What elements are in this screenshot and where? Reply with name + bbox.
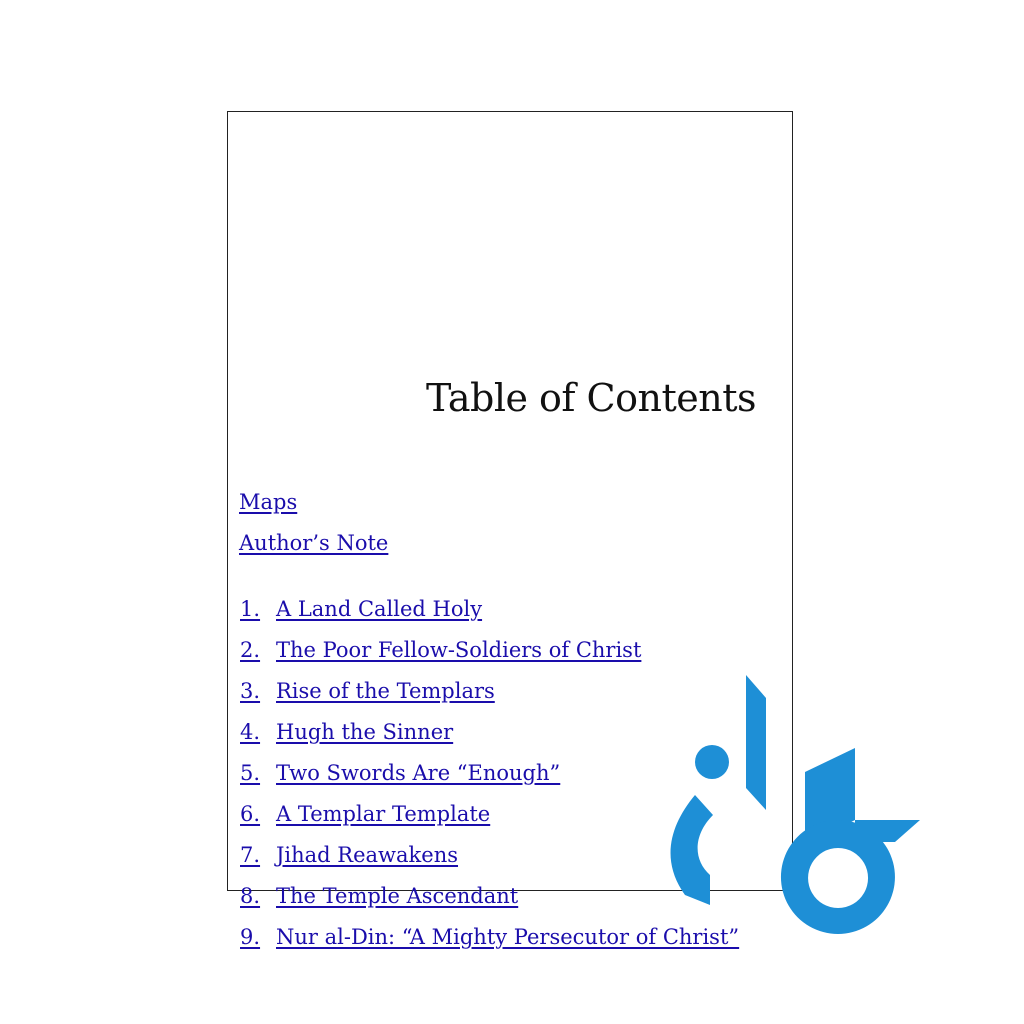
chapter-number: 2. xyxy=(240,638,261,662)
chapter-title: Nur al-Din: “A Mighty Persecutor of Christ” xyxy=(276,925,740,949)
logo-shapes xyxy=(671,675,920,934)
chapter-number: 5. xyxy=(240,761,261,785)
publisher-logo-icon xyxy=(655,670,925,915)
list-item xyxy=(239,490,388,531)
logo-dot xyxy=(695,745,729,779)
chapter-title: The Poor Fellow-Soldiers of Christ xyxy=(276,638,642,662)
chapter-number: 4. xyxy=(240,720,261,744)
toc-link-authors-note[interactable]: Author’s Note xyxy=(239,531,389,555)
toc-link-chapter-7[interactable] xyxy=(240,843,458,867)
toc-link-chapter-5[interactable] xyxy=(240,761,560,785)
toc-link-maps[interactable]: Maps xyxy=(239,490,298,514)
list-item xyxy=(240,597,739,638)
list-item xyxy=(239,531,388,572)
toc-link-chapter-8[interactable] xyxy=(240,884,518,908)
logo-bar-top xyxy=(746,675,766,810)
logo-tail xyxy=(855,820,920,842)
toc-link-chapter-3[interactable] xyxy=(240,679,495,703)
toc-link-chapter-2[interactable] xyxy=(240,638,641,662)
toc-link-chapter-1[interactable] xyxy=(240,597,482,621)
chapter-title: Rise of the Templars xyxy=(276,679,495,703)
chapter-title: Hugh the Sinner xyxy=(276,720,454,744)
chapter-number: 9. xyxy=(240,925,261,949)
page-title: Table of Contents xyxy=(425,376,756,420)
toc-link-chapter-6[interactable] xyxy=(240,802,490,826)
front-matter-list xyxy=(239,490,388,572)
chapter-title: Two Swords Are “Enough” xyxy=(276,761,561,785)
toc-link-chapter-4[interactable] xyxy=(240,720,453,744)
toc-link-chapter-9[interactable] xyxy=(240,925,739,949)
chapter-number: 6. xyxy=(240,802,261,826)
chapter-number: 8. xyxy=(240,884,261,908)
logo-arc-left xyxy=(671,795,713,905)
chapter-title: Jihad Reawakens xyxy=(276,843,459,867)
chapter-title: A Land Called Holy xyxy=(276,597,483,621)
chapter-number: 3. xyxy=(240,679,261,703)
list-item xyxy=(240,925,739,966)
chapter-title: The Temple Ascendant xyxy=(276,884,519,908)
chapter-title: A Templar Template xyxy=(276,802,491,826)
chapter-number: 7. xyxy=(240,843,261,867)
chapter-number: 1. xyxy=(240,597,261,621)
